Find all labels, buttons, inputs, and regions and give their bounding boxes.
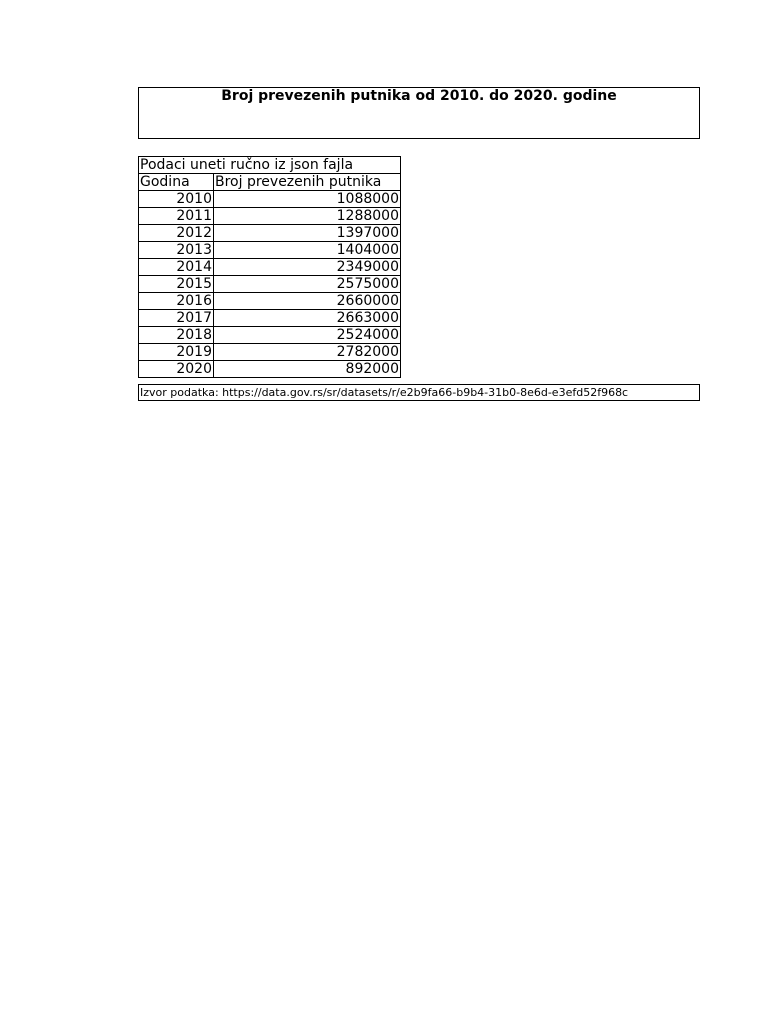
table-row: [139, 225, 401, 242]
year-cell: 2015: [139, 276, 214, 293]
passengers-cell: 1088000: [214, 191, 401, 208]
year-cell: 2017: [139, 310, 214, 327]
passengers-cell: 2663000: [214, 310, 401, 327]
passengers-cell: 1404000: [214, 242, 401, 259]
title-box: [138, 87, 700, 139]
table-row: [139, 208, 401, 225]
passengers-cell: 2782000: [214, 344, 401, 361]
table-row: [139, 310, 401, 327]
table-caption-row: [139, 157, 401, 174]
passengers-cell: 1397000: [214, 225, 401, 242]
table-row: [139, 361, 401, 378]
year-cell: 2016: [139, 293, 214, 310]
table-row: [139, 344, 401, 361]
year-cell: 2010: [139, 191, 214, 208]
header-passengers: Broj prevezenih putnika: [214, 174, 401, 191]
passengers-cell: 1288000: [214, 208, 401, 225]
source-note: Izvor podatka: https://data.gov.rs/sr/datasets/r/e2b9fa66-b9b4-31b0-8e6d-e3efd52f968c: [138, 384, 700, 401]
table-row: [139, 242, 401, 259]
year-cell: 2012: [139, 225, 214, 242]
table-header-row: [139, 174, 401, 191]
passengers-cell: 2349000: [214, 259, 401, 276]
passengers-cell: 2660000: [214, 293, 401, 310]
year-cell: 2014: [139, 259, 214, 276]
table-row: [139, 293, 401, 310]
table-caption: Podaci uneti ručno iz json fajla: [139, 157, 401, 174]
passengers-cell: 2575000: [214, 276, 401, 293]
passengers-cell: 2524000: [214, 327, 401, 344]
table-row: [139, 327, 401, 344]
year-cell: 2020: [139, 361, 214, 378]
year-cell: 2019: [139, 344, 214, 361]
table-row: [139, 191, 401, 208]
year-cell: 2018: [139, 327, 214, 344]
passengers-cell: 892000: [214, 361, 401, 378]
year-cell: 2013: [139, 242, 214, 259]
table-row: [139, 276, 401, 293]
year-cell: 2011: [139, 208, 214, 225]
header-year: Godina: [139, 174, 214, 191]
document-title: Broj prevezenih putnika od 2010. do 2020. godine: [221, 88, 617, 104]
table-row: [139, 259, 401, 276]
passengers-table: [138, 156, 401, 378]
